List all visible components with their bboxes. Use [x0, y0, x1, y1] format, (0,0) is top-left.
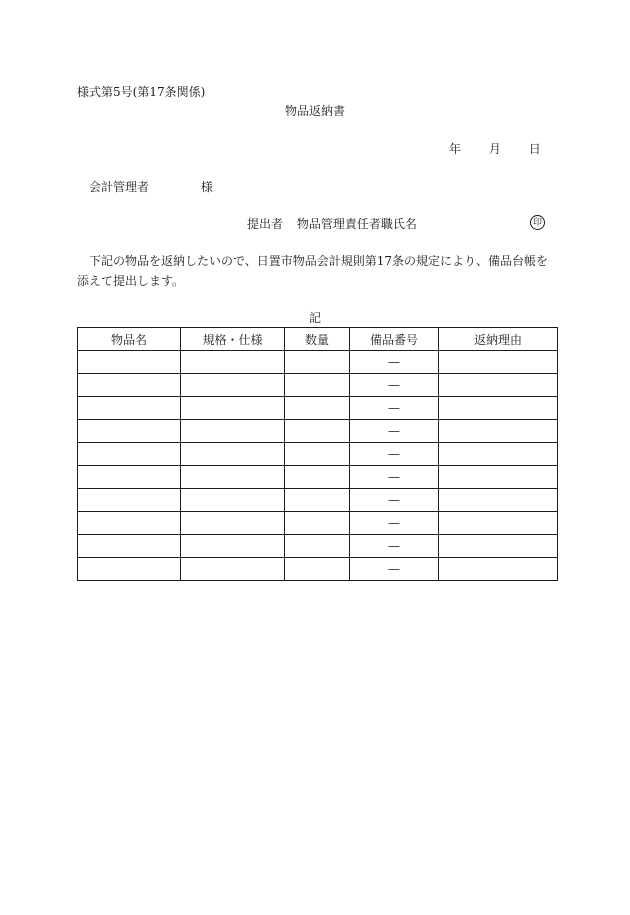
cell-specification[interactable]	[181, 397, 285, 420]
header-specification: 規格・仕様	[181, 328, 285, 351]
date-day-label: 日	[528, 142, 541, 156]
cell-item-name[interactable]	[78, 420, 181, 443]
form-number: 様式第5号(第17条関係)	[77, 85, 206, 99]
cell-equipment-number[interactable]: —	[350, 443, 439, 466]
cell-quantity[interactable]	[285, 397, 350, 420]
cell-item-name[interactable]	[78, 443, 181, 466]
table-row	[78, 558, 558, 581]
cell-equipment-number[interactable]: —	[350, 558, 439, 581]
cell-specification[interactable]	[181, 489, 285, 512]
table-row	[78, 397, 558, 420]
cell-item-name[interactable]	[78, 489, 181, 512]
cell-quantity[interactable]	[285, 351, 350, 374]
date-month-label: 月	[488, 142, 501, 156]
cell-return-reason[interactable]	[439, 443, 558, 466]
header-return-reason: 返納理由	[439, 328, 558, 351]
cell-return-reason[interactable]	[439, 466, 558, 489]
table-row	[78, 535, 558, 558]
addressee-honorific: 様	[200, 180, 213, 194]
table-row	[78, 374, 558, 397]
cell-equipment-number[interactable]: —	[350, 466, 439, 489]
cell-return-reason[interactable]	[439, 351, 558, 374]
cell-equipment-number[interactable]: —	[350, 512, 439, 535]
cell-return-reason[interactable]	[439, 512, 558, 535]
cell-quantity[interactable]	[285, 374, 350, 397]
cell-item-name[interactable]	[78, 351, 181, 374]
cell-return-reason[interactable]	[439, 397, 558, 420]
table-row	[78, 443, 558, 466]
cell-specification[interactable]	[181, 374, 285, 397]
cell-specification[interactable]	[181, 466, 285, 489]
cell-specification[interactable]	[181, 535, 285, 558]
header-item-name: 物品名	[78, 328, 181, 351]
cell-specification[interactable]	[181, 351, 285, 374]
cell-equipment-number[interactable]: —	[350, 351, 439, 374]
date-year-label: 年	[449, 142, 462, 156]
addressee	[89, 179, 213, 195]
cell-item-name[interactable]	[78, 535, 181, 558]
document-title: 物品返納書	[284, 104, 345, 118]
cell-quantity[interactable]	[285, 443, 350, 466]
cell-quantity[interactable]	[285, 489, 350, 512]
date-row	[449, 141, 541, 157]
cell-return-reason[interactable]	[439, 489, 558, 512]
cell-item-name[interactable]	[78, 512, 181, 535]
cell-specification[interactable]	[181, 443, 285, 466]
table-row	[78, 351, 558, 374]
header-equipment-number: 備品番号	[350, 328, 439, 351]
cell-return-reason[interactable]	[439, 558, 558, 581]
cell-return-reason[interactable]	[439, 374, 558, 397]
cell-specification[interactable]	[181, 558, 285, 581]
cell-return-reason[interactable]	[439, 535, 558, 558]
cell-equipment-number[interactable]: —	[350, 420, 439, 443]
cell-item-name[interactable]	[78, 397, 181, 420]
cell-quantity[interactable]	[285, 535, 350, 558]
cell-quantity[interactable]	[285, 466, 350, 489]
cell-quantity[interactable]	[285, 420, 350, 443]
cell-equipment-number[interactable]: —	[350, 535, 439, 558]
cell-item-name[interactable]	[78, 558, 181, 581]
table-row	[78, 512, 558, 535]
record-label: 記	[308, 311, 321, 325]
table-row	[78, 420, 558, 443]
cell-equipment-number[interactable]: —	[350, 374, 439, 397]
submitter	[247, 216, 417, 232]
addressee-title: 会計管理者	[89, 180, 150, 194]
cell-equipment-number[interactable]: —	[350, 397, 439, 420]
cell-specification[interactable]	[181, 420, 285, 443]
submitter-name-label: 物品管理責任者職氏名	[296, 217, 417, 231]
cell-quantity[interactable]	[285, 512, 350, 535]
items-table	[77, 327, 558, 581]
cell-item-name[interactable]	[78, 466, 181, 489]
cell-specification[interactable]	[181, 512, 285, 535]
cell-quantity[interactable]	[285, 558, 350, 581]
header-quantity: 数量	[285, 328, 350, 351]
seal-mark-icon: 印	[530, 215, 545, 230]
cell-equipment-number[interactable]: —	[350, 489, 439, 512]
table-row	[78, 489, 558, 512]
table-row	[78, 466, 558, 489]
cell-item-name[interactable]	[78, 374, 181, 397]
cell-return-reason[interactable]	[439, 420, 558, 443]
table-header-row	[78, 328, 558, 351]
submitter-label: 提出者	[247, 217, 284, 231]
body-text: 下記の物品を返納したいので、日置市物品会計規則第17条の規定により、備品台帳を添えて提出します。	[77, 254, 549, 288]
